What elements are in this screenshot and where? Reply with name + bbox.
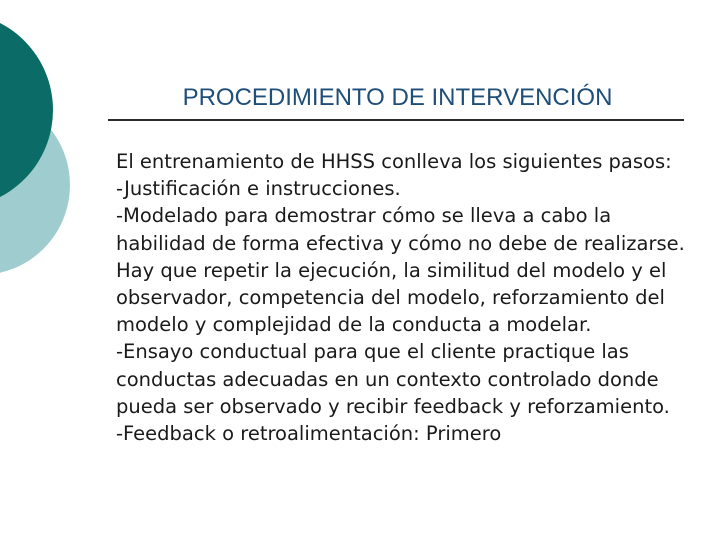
paragraph-modeling: -Modelado para demostrar cómo se lleva a cabo la habilidad de forma efectiva y cómo no debe de realizarse. Hay que repetir la ejecución, la similitud del modelo y el observador, competencia del modelo, reforzamiento del modelo y complejidad de la conducta a modelar.	[116, 204, 685, 337]
slide-body	[116, 148, 696, 447]
paragraph-justification: -Justificación e instrucciones.	[116, 177, 401, 201]
paragraph-intro: El entrenamiento de HHSS conlleva los siguientes pasos:	[116, 150, 672, 173]
paragraph-rehearsal: -Ensayo conductual para que el cliente practique las conductas adecuadas en un contexto controlado donde pueda ser observado y recibir feedback y reforzamiento.	[116, 340, 670, 418]
title-divider	[108, 119, 684, 121]
slide-title: PROCEDIMIENTO DE INTERVENCIÓN	[182, 84, 613, 111]
paragraph-feedback: -Feedback o retroalimentación: Primero	[116, 422, 502, 446]
decorative-circles	[0, 0, 120, 300]
